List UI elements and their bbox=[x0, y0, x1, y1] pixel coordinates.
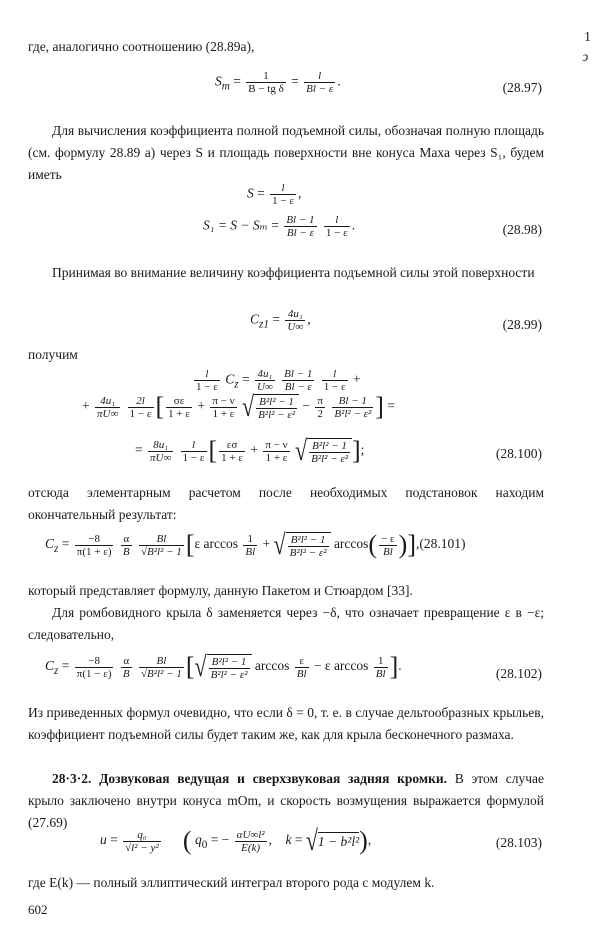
equation-number-28-97: (28.97) bbox=[502, 80, 542, 95]
page-number: 602 bbox=[28, 902, 48, 917]
paragraph-obtain: получим bbox=[28, 347, 78, 362]
equation-number-28-99: (28.99) bbox=[502, 317, 542, 332]
section-heading-28-3-2: 28·3·2. Дозвуковая ведущая и сверхзвуковая задняя кромки. bbox=[52, 771, 448, 786]
equation-28-98a: S = $\frac{l}{1 - \varepsilon}$ , bbox=[247, 182, 302, 207]
equation-number-28-102: (28.102) bbox=[495, 666, 542, 681]
paragraph-elliptic-integral: где E(k) — полный эллиптический интеграл второго рода с модулем k. bbox=[28, 875, 435, 890]
equation-28-101: $C_z$ = $\frac{-8}{\pi(1 + \varepsilon)}$ $\frac{\alpha}{B}$ $\frac{Bl}{\text{√B²l² − 1}}$ [ε arccos $\frac{1}{Bl}$ + √ $\frac{\text{B²l² − 1}}{\text{B²l² − ε²}}$ arccos( $\frac{- \varepsilon}{Bl}$ )],(28.101) bbox=[45, 528, 466, 561]
equation-number-28-103: (28.103) bbox=[495, 835, 542, 850]
equation-28-100-line1: $\frac{l}{1 - \varepsilon}$ $C_z$ = $\frac{\text{4u₁}}{U\infty}$ $\frac{Bl - 1}{Bl - \varepsilon}$ $\frac{l}{1 - \varepsilon}$ + bbox=[196, 368, 361, 393]
paragraph-delta-wing: Из приведенных формул очевидно, что если δ = 0, т. е. в случае дельтообразных крыльев, коэффициент подъемной силы будет таким же, как для крыла бесконечного размаха. bbox=[28, 705, 544, 742]
paragraph-final-result: отсюда элементарным расчетом после необходимых подстановок находим окончательный результат: bbox=[28, 485, 544, 522]
paragraph-lift-coefficient: Для вычисления коэффициента полной подъемной силы, обозначая полную площадь (см. формулу 28.89 а) через S и площадь поверхности вне конуса Маха через S₁, будем иметь bbox=[28, 123, 544, 182]
equation-28-100-line2: + $\frac{\text{4u₁}}{\pi U\infty}$ $\frac{2l}{1 - \varepsilon}$ [ $\frac{\sigma\varepsilon}{1 + \varepsilon}$ + $\frac{\pi - \nu}{1 + \varepsilon}$ √ $\frac{\text{B²l² − 1}}{\text{B²l² − ε²}}$ − $\frac{\pi}{2}$ $\frac{Bl - 1}{\text{B²l² − ε²}}$ ] = bbox=[82, 390, 395, 423]
equation-28-99: $C_{z1}$ = $\frac{\text{4u₁}}{U\infty}$ , bbox=[250, 308, 311, 333]
equation-28-100-line3: = $\frac{\text{8u₁}}{\pi U\infty}$ $\frac{l}{1 - \varepsilon}$ [ $\frac{\varepsilon\sigma}{1 + \varepsilon}$ + $\frac{\pi - \nu}{1 + \varepsilon}$ √ $\frac{\text{B²l² − 1}}{\text{B²l² − ε²}}$ ]; bbox=[135, 434, 365, 467]
margin-mark-bottom: ↄ bbox=[582, 50, 589, 65]
equation-28-97: $S_m$ = $\frac{1}{\text{B − tg δ}}$ = $\frac{l}{Bl - \varepsilon}$ . bbox=[215, 70, 341, 95]
paragraph-intro: где, аналогично соотношению (28.89а), bbox=[28, 39, 255, 54]
equation-28-102: $C_z$ = $\frac{-8}{\pi(1 - \varepsilon)}$ $\frac{\alpha}{B}$ $\frac{Bl}{\text{√B²l² − 1}}$ [√ $\frac{\text{B²l² − 1}}{\text{B²l² − ε²}}$ arccos $\frac{\varepsilon}{Bl}$ − ε arccos $\frac{1}{Bl}$ ]. bbox=[45, 650, 402, 683]
equation-number-28-101: ,(28.101) bbox=[416, 536, 466, 552]
equation-number-28-98: (28.98) bbox=[502, 222, 542, 237]
equation-number-28-100: (28.100) bbox=[495, 446, 542, 461]
equation-28-98b: S₁ = S − Sₘ = $\frac{Bl - 1}{Bl - \varepsilon}$ $\frac{l}{1 - \varepsilon}$ . bbox=[203, 214, 356, 239]
paragraph-packet-stuard: который представляет формулу, данную Пакетом и Стюардом [33]. bbox=[28, 583, 413, 598]
margin-mark-top: 1 bbox=[584, 30, 591, 45]
paragraph-surface-lift: Принимая во внимание величину коэффициента подъемной силы этой поверхности bbox=[52, 265, 535, 280]
paragraph-rhombic-wing: Для ромбовидного крыла δ заменяется через −δ, что означает превращение ε в −ε; следовательно, bbox=[28, 605, 544, 642]
paragraph-subsonic-section: 28·3·2. Дозвуковая ведущая и сверхзвуковая задняя кромки. В этом случае крыло заключено внутри конуса mOm, и скорость возмущения выражается формулой (27.69) bbox=[28, 771, 544, 830]
equation-28-103: u = $\frac{\text{q₀}}{\text{√l² − y²}}$ ( $q_0$ = − $\frac{\text{αU∞l²}}{E(k)}$ , k = √1 − b²l²), bbox=[100, 824, 372, 857]
